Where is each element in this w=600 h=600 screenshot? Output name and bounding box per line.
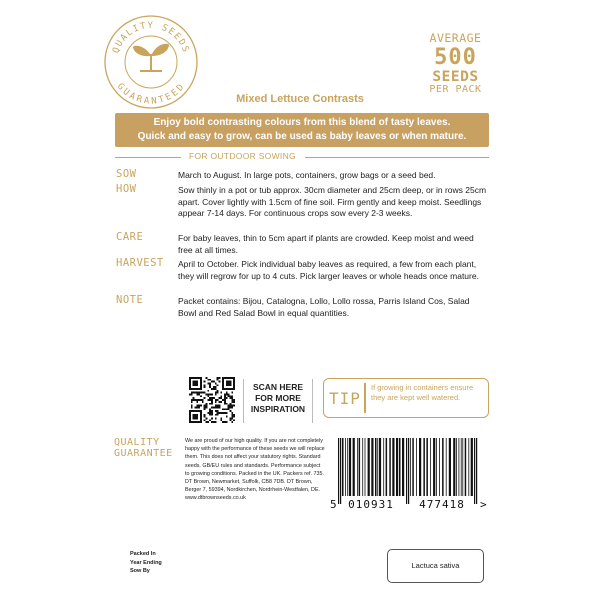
- badge-top-text: QUALITY SEEDS: [111, 21, 191, 55]
- barcode-digit-first: 5: [330, 498, 337, 510]
- per-pack-label: PER PACK: [429, 84, 482, 95]
- banner-line-1: Enjoy bold contrasting colours from this blend of tasty leaves.: [153, 117, 451, 128]
- care-label: CARE: [116, 231, 144, 243]
- latin-name: Lactuca sativa: [411, 561, 460, 570]
- seeds-label: SEEDS: [432, 68, 479, 85]
- sow-by-label: Sow By: [130, 568, 150, 574]
- scan-line-3: INSPIRATION: [250, 404, 306, 414]
- guarantee-line-1: QUALITY: [114, 437, 160, 448]
- scan-line-1: SCAN HERE: [252, 382, 304, 392]
- divider: [115, 157, 181, 158]
- qr-code-icon[interactable]: [189, 377, 235, 423]
- packing-info: [130, 550, 162, 576]
- note-label: NOTE: [116, 294, 144, 306]
- scan-here-label: [243, 379, 313, 423]
- tip-text: If growing in containers ensure they are kept well watered.: [371, 383, 474, 402]
- average-label: AVERAGE: [429, 31, 482, 45]
- banner-line-2: Quick and easy to grow, can be used as baby leaves or when mature.: [137, 130, 467, 142]
- divider: [305, 157, 489, 158]
- seed-count: 500: [434, 44, 477, 70]
- barcode-end-mark: >: [480, 498, 487, 510]
- sow-label: SOW: [116, 168, 137, 180]
- divider: [364, 383, 366, 413]
- legal-text: We are proud of our high quality. If you are not completely happy with the performance of these seeds we will replace them. This does not affect your statutory rights. Standard seeds. GB/EU rules and standards. Performance subject to growing conditions. Packed in the UK. Packers ref. 735. DT Brown, Newmarket, Suffolk, CB8 7DB. DT Brown, Berger 7, 59394, Nordkirchen, Nordrhein-Westfalen, DE. www.dtbrownseeds.co.uk: [185, 438, 325, 502]
- quality-guarantee-label: [114, 437, 173, 459]
- how-text: Sow thinly in a pot or tub approx. 30cm diameter and 25cm deep, or in rows 25cm apart. Cover lightly with 1.5cm of fine soil. Firm gently and keep moist. Seedlings appear 7-14 days. For continuous crops sow every 2-3 weeks.: [178, 185, 487, 219]
- tip-label: TIP: [329, 389, 361, 408]
- seedling-icon: [133, 44, 169, 72]
- harvest-label: HARVEST: [116, 257, 164, 269]
- guarantee-line-2: GUARANTEE: [114, 448, 173, 459]
- barcode-digits-left: 010931: [348, 498, 394, 510]
- scan-line-2: FOR MORE: [255, 393, 301, 403]
- section-header: [115, 151, 489, 163]
- product-title: Mixed Lettuce Contrasts: [236, 93, 364, 105]
- tip-box: [323, 378, 489, 418]
- barcode-digits-right: 477418: [419, 498, 465, 510]
- barcode: [328, 438, 490, 510]
- latin-name-box: [387, 549, 484, 583]
- care-text: For baby leaves, thin to 5cm apart if plants are crowded. Keep moist and weed free at all times.: [178, 233, 474, 255]
- how-label: HOW: [116, 183, 137, 195]
- section-title: FOR OUTDOOR SOWING: [185, 151, 300, 161]
- description-banner: [115, 113, 489, 147]
- packed-in-label: Packed In: [130, 551, 156, 557]
- average-seeds-block: [418, 33, 493, 95]
- sow-text: March to August. In large pots, containers, grow bags or a seed bed.: [178, 170, 436, 180]
- harvest-text: April to October. Pick individual baby leaves as required, a few from each plant, they will regrow for up to 4 cuts. Pick larger leaves or whole heads once mature.: [178, 259, 479, 281]
- badge-bottom-text: GUARANTEED: [114, 81, 188, 107]
- note-text: Packet contains: Bijou, Catalogna, Lollo, Lollo rossa, Parris Island Cos, Salad Bowl and Red Salad Bowl in equal quantities.: [178, 296, 470, 318]
- year-ending-label: Year Ending: [130, 559, 162, 566]
